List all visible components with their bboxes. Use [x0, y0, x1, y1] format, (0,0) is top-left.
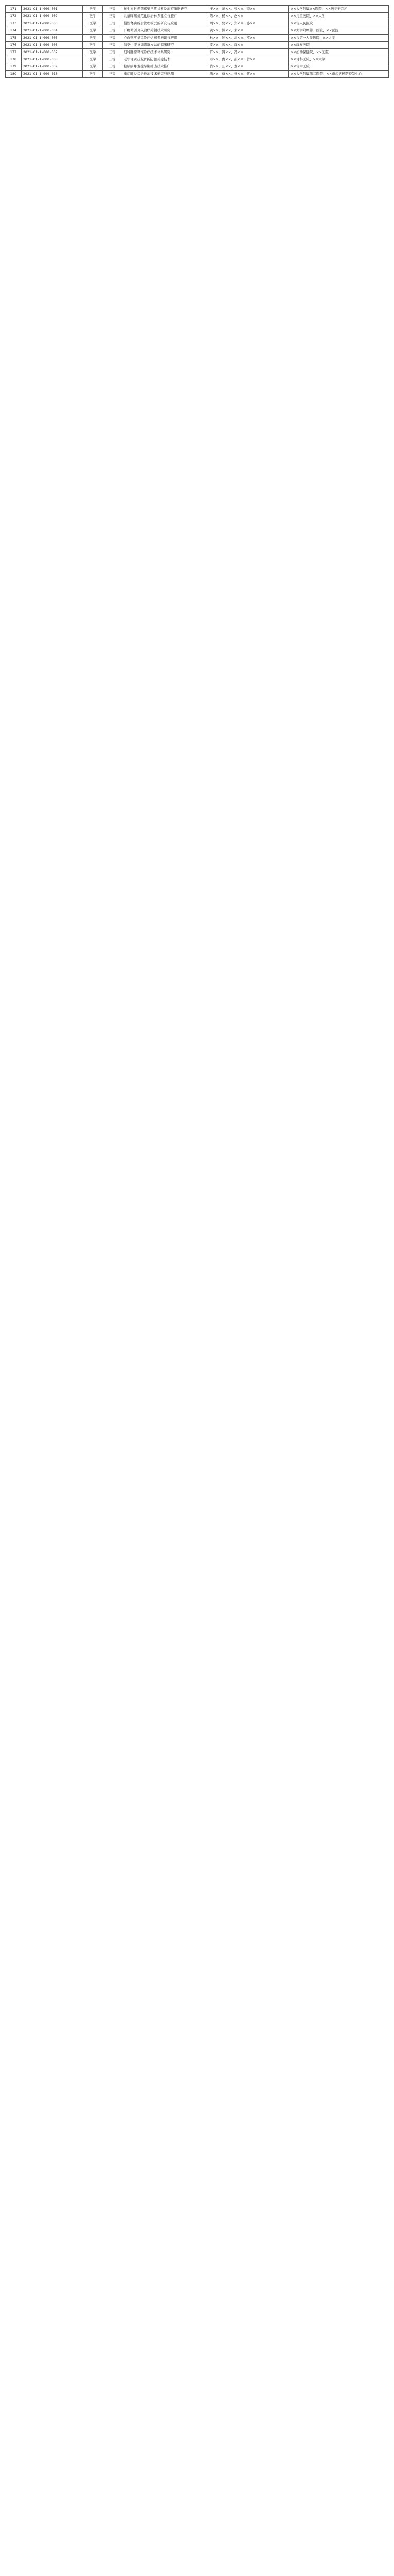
cell-org: ××儿童医院、××大学 — [289, 13, 389, 20]
cell-code: 2021-C1-1-000-007 — [22, 49, 83, 56]
cell-ppl: 许××、韩××、冯×× — [208, 49, 289, 56]
table-row — [6, 20, 389, 27]
cell-cat: 医学 — [83, 13, 103, 20]
cell-lvl: 三等 — [103, 42, 122, 49]
cell-proj: 心血管疾病风险评估模型构建与应用 — [122, 35, 208, 42]
table-row — [6, 71, 389, 78]
cell-org: ××骨科医院、××大学 — [289, 56, 389, 63]
cell-proj: 妇科肿瘤精准诊疗技术体系研究 — [122, 49, 208, 56]
cell-ppl: 邓××、曹××、彭××、曾×× — [208, 56, 289, 63]
award-table — [5, 5, 389, 78]
cell-proj: 儿童哮喘规范化诊治体系建立与推广 — [122, 13, 208, 20]
table-row — [6, 6, 389, 13]
cell-lvl: 三等 — [103, 63, 122, 71]
cell-proj: 肝癌微创介入治疗关键技术研究 — [122, 27, 208, 35]
cell-org: ××大学附属××医院、××医学研究所 — [289, 6, 389, 13]
cell-proj: 脑卒中康复训练新方法的临床研究 — [122, 42, 208, 49]
cell-code: 2021-C1-1-000-008 — [22, 56, 83, 63]
cell-ppl: 黄××、徐××、朱×× — [208, 27, 289, 35]
table-row — [6, 42, 389, 49]
cell-lvl: 三等 — [103, 56, 122, 63]
cell-cat: 医学 — [83, 71, 103, 78]
cell-ppl: 陈××、杨××、赵×× — [208, 13, 289, 20]
cell-ppl: 周××、吴××、郑××、孙×× — [208, 20, 289, 27]
cell-no: 180 — [6, 71, 22, 78]
cell-no: 171 — [6, 6, 22, 13]
cell-proj: 慢性肾病综合管理模式的研究与应用 — [122, 20, 208, 27]
table-row — [6, 56, 389, 63]
cell-lvl: 三等 — [103, 6, 122, 13]
cell-proj: 老年骨质疏松骨折防治关键技术 — [122, 56, 208, 63]
cell-lvl: 三等 — [103, 27, 122, 35]
table-row — [6, 35, 389, 42]
cell-cat: 医学 — [83, 56, 103, 63]
table-row — [6, 63, 389, 71]
cell-code: 2021-C1-1-000-010 — [22, 71, 83, 78]
cell-org: ××省人民医院 — [289, 20, 389, 27]
cell-ppl: 肖××、田××、董×× — [208, 63, 289, 71]
cell-org: ××大学附属第二医院、××市疾病预防控制中心 — [289, 71, 389, 78]
cell-cat: 医学 — [83, 6, 103, 13]
cell-ppl: 王××、刘××、张××、李×× — [208, 6, 289, 13]
document-page — [5, 5, 389, 78]
cell-org: ××康复医院 — [289, 42, 389, 49]
cell-no: 177 — [6, 49, 22, 56]
cell-no: 176 — [6, 42, 22, 49]
cell-lvl: 三等 — [103, 49, 122, 56]
cell-code: 2021-C1-1-000-001 — [22, 6, 83, 13]
cell-code: 2021-C1-1-000-005 — [22, 35, 83, 42]
cell-lvl: 三等 — [103, 20, 122, 27]
cell-no: 175 — [6, 35, 22, 42]
cell-proj: 糖尿病并发症早期筛查技术推广 — [122, 63, 208, 71]
cell-org: ××妇幼保健院、××医院 — [289, 49, 389, 56]
cell-org: ××大学附属第一医院、××医院 — [289, 27, 389, 35]
cell-cat: 医学 — [83, 42, 103, 49]
cell-no: 179 — [6, 63, 22, 71]
cell-org: ××市第一人民医院、××大学 — [289, 35, 389, 42]
cell-ppl: 梁××、宋××、唐×× — [208, 42, 289, 49]
cell-no: 173 — [6, 20, 22, 27]
cell-proj: 抗生素耐药菌感染早期诊断及治疗策略研究 — [122, 6, 208, 13]
cell-no: 172 — [6, 13, 22, 20]
cell-no: 174 — [6, 27, 22, 35]
cell-ppl: 潘××、袁××、蔡××、蒋×× — [208, 71, 289, 78]
cell-cat: 医学 — [83, 27, 103, 35]
cell-code: 2021-C1-1-000-009 — [22, 63, 83, 71]
cell-lvl: 三等 — [103, 13, 122, 20]
cell-code: 2021-C1-1-000-006 — [22, 42, 83, 49]
cell-cat: 医学 — [83, 35, 103, 42]
cell-no: 178 — [6, 56, 22, 63]
cell-code: 2021-C1-1-000-002 — [22, 13, 83, 20]
cell-ppl: 林××、何××、高××、罗×× — [208, 35, 289, 42]
cell-lvl: 三等 — [103, 71, 122, 78]
table-row — [6, 49, 389, 56]
cell-proj: 重症肺炎综合救治技术研究与应用 — [122, 71, 208, 78]
cell-cat: 医学 — [83, 63, 103, 71]
table-row — [6, 27, 389, 35]
cell-cat: 医学 — [83, 49, 103, 56]
cell-cat: 医学 — [83, 20, 103, 27]
cell-code: 2021-C1-1-000-003 — [22, 20, 83, 27]
table-row — [6, 13, 389, 20]
cell-lvl: 三等 — [103, 35, 122, 42]
cell-org: ××省中医院 — [289, 63, 389, 71]
cell-code: 2021-C1-1-000-004 — [22, 27, 83, 35]
